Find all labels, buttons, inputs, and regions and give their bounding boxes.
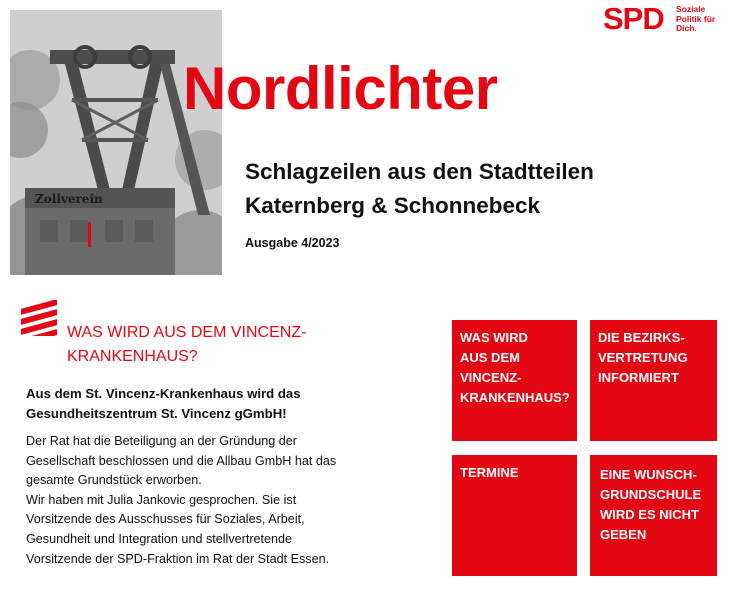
tile-termine[interactable]: TERMINE	[452, 455, 577, 576]
masthead-subtitle: Schlagzeilen aus den Stadtteilen Katernberg & Schonnebeck	[245, 159, 594, 218]
article-paragraph: Wir haben mit Julia Jankovic gesprochen. Sie ist Vorsitzende des Ausschusses für Soziales, Arbeit, Gesundheit und Integration und stellvertretende Vorsitzende der SPD-Fraktion im Rat der Stadt Essen.	[26, 492, 330, 566]
tile-vincenz-krankenhaus[interactable]: WAS WIRD AUS DEM VINCENZ- KRANKENHAUS?	[452, 320, 577, 441]
winding-tower-illustration	[10, 10, 222, 275]
issue-number: Ausgabe 4/2023	[245, 236, 340, 250]
masthead-title: Nordlichter	[183, 55, 498, 122]
striped-square-icon	[21, 300, 57, 336]
article-lead: Aus dem St. Vincenz-Krankenhaus wird das Gesundheitszentrum St. Vincenz gGmbH!	[26, 386, 301, 421]
article-body	[26, 432, 356, 569]
zollverein-sign: Zollverein	[35, 192, 103, 206]
header-photo-zollverein	[10, 10, 222, 275]
tile-bezirksvertretung[interactable]: DIE BEZIRKS- VERTRETUNG INFORMIERT	[590, 320, 717, 441]
article-title[interactable]: WAS WIRD AUS DEM VINCENZ-KRANKENHAUS?	[67, 324, 307, 365]
spd-logo-text: SPD	[603, 1, 664, 36]
tile-wunschgrundschule[interactable]: EINE WUNSCH- GRUNDSCHULE WIRD ES NICHT GEBEN	[590, 455, 717, 576]
article-paragraph: Der Rat hat die Beteiligung an der Gründung der Gesellschaft beschlossen und die Allbau GmbH hat das gesamte Grundstück erworben.	[26, 434, 337, 488]
spd-slogan: Soziale Politik für Dich.	[676, 4, 716, 33]
